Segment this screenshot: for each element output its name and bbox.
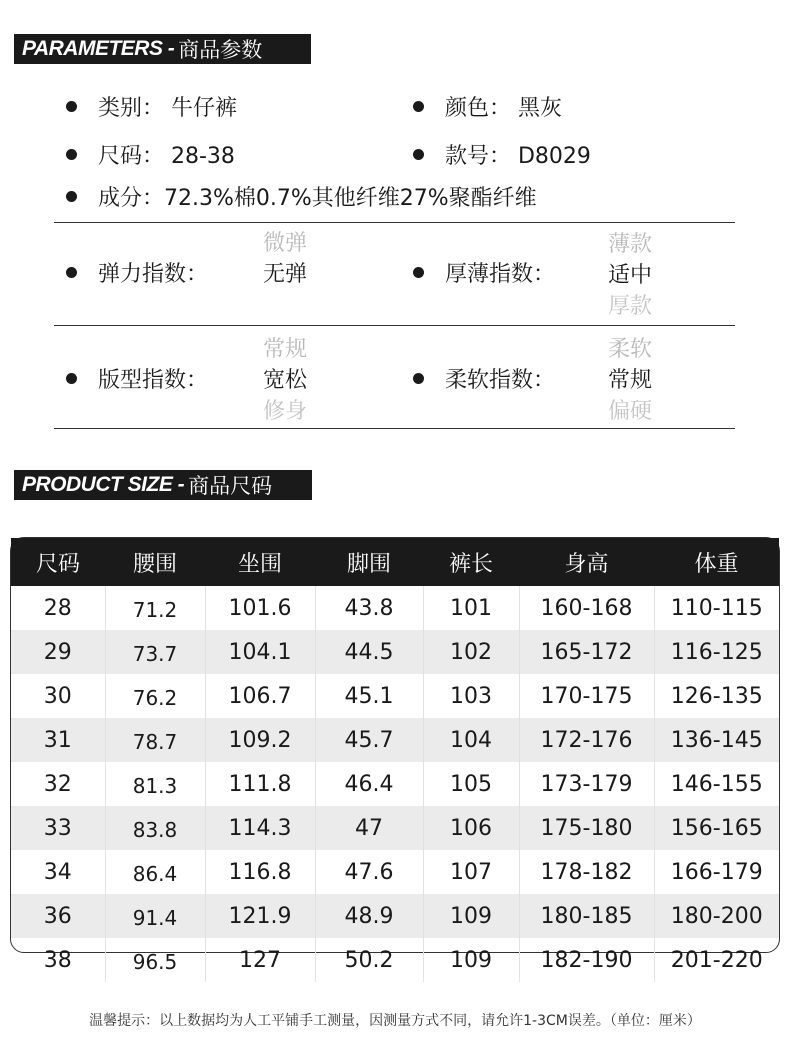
cell-weight: 136-145 <box>654 718 779 762</box>
bullet-icon <box>66 267 77 278</box>
cell-size: 33 <box>11 806 105 850</box>
cell-leg-opening: 48.9 <box>315 894 423 938</box>
cell-waist: 81.3 <box>105 762 205 806</box>
header-length: 裤长 <box>423 538 519 586</box>
fit-value-picker <box>263 337 343 424</box>
table-row <box>11 718 779 762</box>
cell-weight: 166-179 <box>670 859 763 885</box>
cell-length: 109 <box>423 894 519 938</box>
index-fit <box>66 363 208 394</box>
header-size: 尺码 <box>11 538 105 586</box>
header-waist: 腰围 <box>105 538 205 586</box>
cell-hip: 104.1 <box>205 630 315 674</box>
cell-weight: 126-135 <box>670 683 763 709</box>
cell-weight: 201-220 <box>670 947 763 973</box>
param-style-no <box>413 139 591 170</box>
divider <box>54 325 735 326</box>
cell-height: 175-180 <box>519 806 654 850</box>
table-row <box>11 806 779 850</box>
thickness-current-value: 适中 <box>608 263 653 288</box>
bullet-icon <box>66 373 77 384</box>
thickness-next-option: 厚款 <box>608 294 653 319</box>
cell-hip: 116.8 <box>205 850 315 894</box>
param-composition <box>66 181 537 212</box>
index-thickness <box>413 257 555 288</box>
cell-leg-opening: 45.7 <box>315 718 423 762</box>
cell-size: 31 <box>11 718 105 762</box>
header-weight: 体重 <box>654 538 779 586</box>
cell-hip: 127 <box>205 938 315 982</box>
cell-leg-opening: 50.2 <box>315 938 423 982</box>
cell-size: 36 <box>11 894 105 938</box>
cell-waist: 83.8 <box>105 806 205 850</box>
cell-waist: 96.5 <box>105 938 205 982</box>
cell-height: 178-182 <box>519 850 654 894</box>
elasticity-prev-option: 微弹 <box>263 231 308 256</box>
cell-length: 105 <box>423 762 519 806</box>
product-size-title-cn: 商品尺码 <box>188 474 273 498</box>
table-row <box>11 894 779 938</box>
index-softness <box>413 363 555 394</box>
measurement-note: 温馨提示：以上数据均为人工平铺手工测量，因测量方式不同，请允许1-3CM误差。（单位：厘米） <box>89 1013 701 1029</box>
bullet-icon <box>413 267 424 278</box>
table-row <box>11 586 779 630</box>
cell-waist: 71.2 <box>105 586 205 630</box>
cell-length: 109 <box>423 938 519 982</box>
cell-height: 180-185 <box>519 894 654 938</box>
index-thickness-label: 厚薄指数： <box>445 262 556 287</box>
table-row <box>11 762 779 806</box>
bullet-icon <box>413 101 424 112</box>
param-color-text: 颜色： 黑灰 <box>445 96 562 121</box>
bullet-icon <box>66 101 77 112</box>
product-size-title-en: PRODUCT SIZE - <box>22 473 185 496</box>
cell-waist: 76.2 <box>105 674 205 718</box>
cell-weight: 180-200 <box>654 894 779 938</box>
cell-hip: 111.8 <box>205 762 315 806</box>
parameters-title-cn: 商品参数 <box>178 38 263 62</box>
cell-leg-opening: 47 <box>315 806 423 850</box>
cell-size: 30 <box>11 674 105 718</box>
cell-size: 32 <box>11 762 105 806</box>
softness-prev-option: 柔软 <box>608 337 653 362</box>
cell-height: 182-190 <box>519 938 654 982</box>
param-style-no-text: 款号： D8029 <box>445 144 591 169</box>
header-hip: 坐围 <box>205 538 315 586</box>
thickness-value-picker <box>608 232 688 319</box>
table-row <box>11 674 779 718</box>
table-row <box>11 850 779 894</box>
cell-size: 38 <box>11 938 105 982</box>
bullet-icon <box>413 373 424 384</box>
divider <box>54 222 735 223</box>
param-size <box>66 139 235 170</box>
size-table-header <box>11 538 779 586</box>
fit-next-option: 修身 <box>263 399 308 424</box>
cell-hip: 106.7 <box>205 674 315 718</box>
param-category-text: 类别： 牛仔裤 <box>98 96 237 121</box>
parameters-section-title <box>14 34 311 64</box>
cell-size: 29 <box>11 630 105 674</box>
table-row <box>11 938 779 982</box>
cell-leg-opening: 43.8 <box>315 586 423 630</box>
elasticity-value-picker <box>263 231 343 305</box>
param-color <box>413 91 562 122</box>
cell-length: 101 <box>423 586 519 630</box>
cell-height: 165-172 <box>519 630 654 674</box>
softness-current-value: 常规 <box>608 368 653 393</box>
cell-waist: 86.4 <box>105 850 205 894</box>
cell-height: 170-175 <box>519 674 654 718</box>
param-category <box>66 91 237 122</box>
table-row <box>11 630 779 674</box>
softness-value-picker <box>608 337 688 424</box>
header-leg-opening: 脚围 <box>315 538 423 586</box>
cell-waist: 78.7 <box>105 718 205 762</box>
cell-height: 172-176 <box>519 718 654 762</box>
size-table <box>10 537 780 974</box>
bullet-icon <box>413 149 424 160</box>
index-fit-label: 版型指数： <box>98 368 209 393</box>
thickness-prev-option: 薄款 <box>608 232 653 257</box>
cell-leg-opening: 46.4 <box>315 762 423 806</box>
param-size-text: 尺码： 28-38 <box>98 144 235 169</box>
cell-leg-opening: 45.1 <box>315 674 423 718</box>
cell-hip: 121.9 <box>205 894 315 938</box>
divider <box>54 428 735 429</box>
parameters-title-en: PARAMETERS - <box>22 37 175 60</box>
cell-length: 102 <box>423 630 519 674</box>
cell-size: 34 <box>11 850 105 894</box>
cell-leg-opening: 47.6 <box>315 850 423 894</box>
cell-leg-opening: 44.5 <box>315 630 423 674</box>
product-size-section-title <box>14 470 312 500</box>
cell-weight: 116-125 <box>654 630 779 674</box>
index-elasticity <box>66 257 208 288</box>
cell-waist: 73.7 <box>105 630 205 674</box>
cell-hip: 101.6 <box>205 586 315 630</box>
cell-size: 28 <box>11 586 105 630</box>
softness-next-option: 偏硬 <box>608 399 653 424</box>
param-composition-text: 成分：72.3%棉0.7%其他纤维27%聚酯纤维 <box>98 186 537 211</box>
cell-length: 106 <box>423 806 519 850</box>
index-softness-label: 柔软指数： <box>445 368 556 393</box>
cell-height: 160-168 <box>519 586 654 630</box>
cell-weight: 110-115 <box>670 595 763 621</box>
cell-waist: 91.4 <box>105 894 205 938</box>
fit-prev-option: 常规 <box>263 337 308 362</box>
cell-weight: 156-165 <box>654 806 779 850</box>
bullet-icon <box>66 191 77 202</box>
index-elasticity-label: 弹力指数： <box>98 262 209 287</box>
cell-hip: 109.2 <box>205 718 315 762</box>
cell-length: 104 <box>423 718 519 762</box>
cell-height: 173-179 <box>519 762 654 806</box>
elasticity-current-value: 无弹 <box>263 262 308 287</box>
cell-length: 103 <box>423 674 519 718</box>
header-height: 身高 <box>519 538 654 586</box>
fit-current-value: 宽松 <box>263 368 308 393</box>
cell-length: 107 <box>423 850 519 894</box>
cell-weight: 146-155 <box>670 771 763 797</box>
bullet-icon <box>66 149 77 160</box>
cell-hip: 114.3 <box>205 806 315 850</box>
